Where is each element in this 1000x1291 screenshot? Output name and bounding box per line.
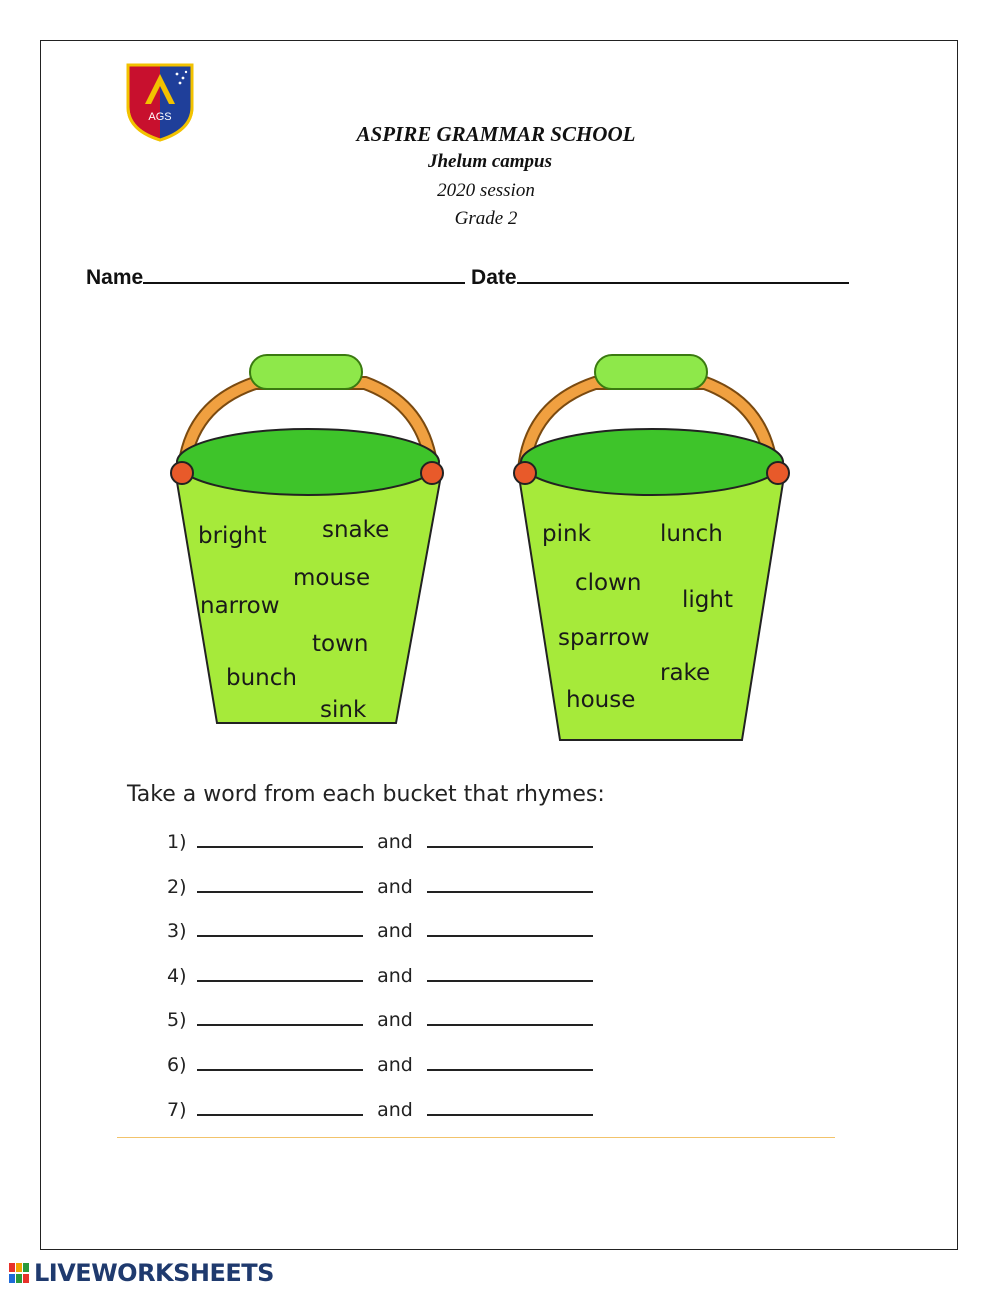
bucket-word: house — [566, 687, 636, 713]
answer-blank-left[interactable] — [197, 917, 363, 937]
and-label: and — [377, 920, 413, 943]
answer-blank-right[interactable] — [427, 1051, 593, 1071]
answer-row — [167, 828, 593, 858]
row-number: 2) — [167, 875, 187, 898]
and-label: and — [377, 875, 413, 898]
row-number: 7) — [167, 1098, 187, 1121]
bucket-word: narrow — [200, 593, 280, 619]
bucket-word: rake — [660, 660, 711, 686]
answer-blank-right[interactable] — [427, 1096, 593, 1116]
and-label: and — [377, 1098, 413, 1121]
campus-name: Jhelum campus — [427, 151, 553, 172]
brand-name: LIVEWORKSHEETS — [34, 1259, 274, 1287]
session-label: 2020 session — [437, 180, 535, 201]
grade-label: Grade 2 — [454, 208, 518, 229]
name-field[interactable] — [143, 264, 465, 284]
and-label: and — [377, 831, 413, 853]
exercise-instruction: Take a word from each bucket that rhymes: — [127, 782, 605, 807]
and-label: and — [377, 1009, 413, 1032]
bucket-word: snake — [322, 517, 390, 543]
row-number: 3) — [167, 920, 187, 943]
answer-blank-left[interactable] — [197, 1006, 363, 1026]
answer-row — [167, 962, 593, 992]
date-label: Date — [471, 266, 517, 289]
buckets-illustration — [160, 345, 810, 755]
answer-row — [167, 873, 593, 903]
bucket-word: mouse — [293, 565, 371, 591]
right-bucket — [514, 355, 789, 740]
footer-brand — [8, 1260, 274, 1286]
bucket-word: sink — [320, 697, 367, 723]
logo-text: AGS — [148, 111, 172, 123]
bucket-word: town — [312, 631, 369, 657]
answer-row — [167, 917, 593, 947]
answer-row — [167, 1051, 593, 1081]
left-bucket — [171, 355, 443, 723]
answer-blank-right[interactable] — [427, 873, 593, 893]
answer-blank-left[interactable] — [197, 962, 363, 982]
row-number: 6) — [167, 1054, 187, 1076]
answer-blank-right[interactable] — [427, 828, 593, 848]
answer-blank-left[interactable] — [197, 873, 363, 893]
bucket-word: light — [682, 587, 733, 613]
row-number: 4) — [167, 964, 187, 987]
bucket-word: pink — [542, 521, 591, 547]
answer-blank-left[interactable] — [197, 1096, 363, 1116]
answer-blank-right[interactable] — [427, 917, 593, 937]
bucket-word: sparrow — [558, 625, 650, 651]
bucket-word: bunch — [226, 665, 297, 691]
and-label: and — [377, 964, 413, 987]
name-date-row — [86, 264, 849, 290]
divider-line — [117, 1137, 835, 1138]
answer-blank-left[interactable] — [197, 828, 363, 848]
row-number: 1) — [167, 831, 187, 853]
answer-blank-right[interactable] — [427, 962, 593, 982]
bucket-word: lunch — [660, 521, 723, 547]
answer-blank-right[interactable] — [427, 1006, 593, 1026]
date-field[interactable] — [517, 264, 849, 284]
school-name: ASPIRE GRAMMAR SCHOOL — [356, 122, 636, 146]
answer-row — [167, 1006, 593, 1036]
row-number: 5) — [167, 1009, 187, 1032]
bucket-word: bright — [198, 523, 267, 549]
answer-row — [167, 1096, 593, 1126]
answer-blank-left[interactable] — [197, 1051, 363, 1071]
liveworksheets-icon — [8, 1262, 30, 1284]
and-label: and — [377, 1054, 413, 1076]
bucket-word: clown — [575, 570, 642, 596]
name-label: Name — [86, 266, 144, 289]
